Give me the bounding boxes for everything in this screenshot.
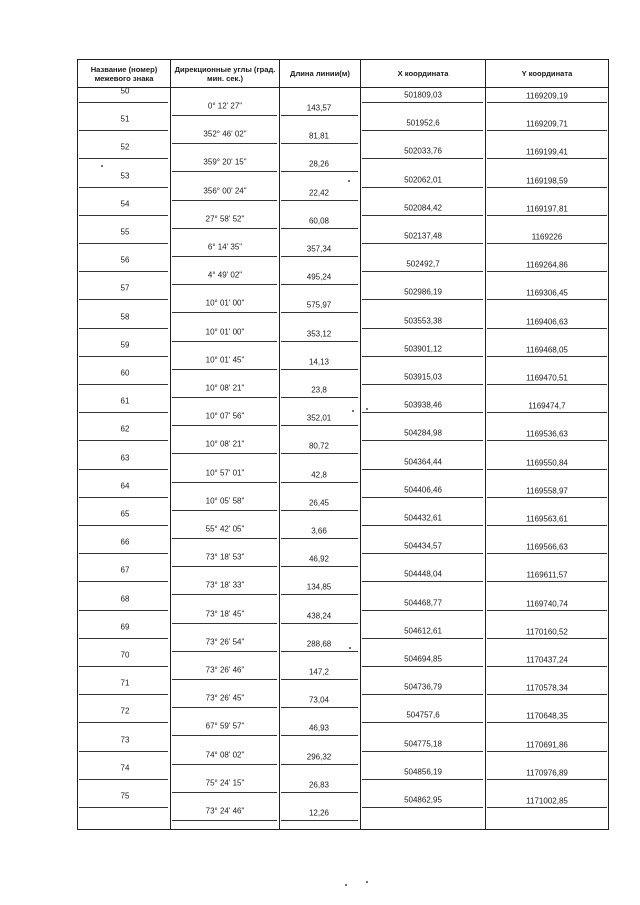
directional-angle: 359° 20' 15" — [203, 157, 247, 167]
directional-angle: 73° 18' 53" — [205, 552, 245, 562]
row-underline — [281, 143, 358, 144]
scan-speck — [349, 647, 351, 649]
row-underline — [79, 187, 168, 188]
boundary-point-number: 65 — [120, 509, 130, 519]
row-underline — [487, 666, 607, 667]
row-underline — [362, 440, 483, 441]
row-underline — [281, 115, 358, 116]
row-underline — [487, 581, 607, 582]
directional-angle: 10° 07' 56" — [205, 411, 245, 421]
y-coordinate: 1169566,63 — [526, 542, 568, 552]
row-underline — [487, 440, 607, 441]
line-length: 81,81 — [308, 131, 330, 141]
row-underline — [281, 369, 358, 370]
line-length: 147,2 — [308, 667, 330, 677]
row-underline — [172, 735, 277, 736]
row-underline — [281, 256, 358, 257]
row-underline — [281, 566, 358, 567]
boundary-point-number: 63 — [120, 453, 130, 463]
y-coordinate: 1170160,52 — [526, 627, 568, 637]
x-coordinate: 504612,61 — [404, 626, 442, 636]
row-underline — [79, 581, 168, 582]
column-divider — [485, 59, 486, 830]
x-coordinate: 504432,61 — [404, 513, 442, 523]
scan-speck — [366, 408, 368, 410]
x-coordinate: 504468,77 — [404, 598, 442, 608]
row-underline — [362, 130, 483, 131]
scan-speck — [345, 884, 347, 886]
x-coordinate: 501952,6 — [406, 118, 440, 128]
row-underline — [281, 482, 358, 483]
line-length: 14,13 — [308, 357, 330, 367]
boundary-point-number: 56 — [120, 255, 130, 265]
x-coordinate: 504406,46 — [404, 485, 442, 495]
x-coordinate: 503938,46 — [404, 400, 442, 410]
directional-angle: 55° 42' 05" — [205, 524, 245, 534]
line-length: 80,72 — [308, 441, 330, 451]
directional-angle: 67° 59' 57" — [205, 721, 245, 731]
directional-angle: 4° 49' 02" — [207, 270, 243, 280]
row-underline — [79, 243, 168, 244]
row-underline — [362, 751, 483, 752]
x-coordinate: 503915,03 — [404, 372, 442, 382]
x-coordinate: 502986,19 — [404, 287, 442, 297]
line-length: 26,45 — [308, 498, 330, 508]
row-underline — [281, 397, 358, 398]
row-underline — [281, 200, 358, 201]
row-underline — [281, 707, 358, 708]
row-underline — [362, 553, 483, 554]
row-underline — [79, 751, 168, 752]
line-length: 26,83 — [308, 780, 330, 790]
x-coordinate: 502033,76 — [404, 146, 442, 156]
x-coordinate: 504284,98 — [404, 428, 442, 438]
y-coordinate: 1169306,45 — [526, 288, 568, 298]
row-underline — [362, 722, 483, 723]
boundary-point-number: 55 — [120, 227, 130, 237]
line-length: 495,24 — [306, 272, 332, 282]
row-underline — [79, 356, 168, 357]
row-underline — [487, 638, 607, 639]
row-underline — [172, 510, 277, 511]
y-coordinate: 1169470,51 — [526, 373, 568, 383]
row-underline — [362, 497, 483, 498]
row-underline — [172, 566, 277, 567]
boundary-point-number: 74 — [120, 763, 130, 773]
x-coordinate: 503553,38 — [404, 316, 442, 326]
row-underline — [281, 594, 358, 595]
directional-angle: 73° 18' 45" — [205, 609, 245, 619]
scan-speck — [348, 180, 350, 182]
row-underline — [172, 256, 277, 257]
row-underline — [487, 497, 607, 498]
row-underline — [79, 610, 168, 611]
x-coordinate: 504736,79 — [404, 682, 442, 692]
boundary-point-number: 58 — [120, 312, 130, 322]
directional-angle: 10° 01' 45" — [205, 355, 245, 365]
row-underline — [362, 694, 483, 695]
y-coordinate: 1171002,85 — [526, 796, 568, 806]
scan-speck — [101, 165, 103, 167]
row-underline — [281, 679, 358, 680]
line-length: 143,57 — [306, 103, 332, 113]
row-underline — [79, 666, 168, 667]
row-underline — [172, 115, 277, 116]
row-underline — [79, 779, 168, 780]
row-underline — [281, 425, 358, 426]
row-underline — [487, 412, 607, 413]
row-underline — [79, 102, 168, 103]
row-underline — [172, 397, 277, 398]
row-underline — [172, 623, 277, 624]
row-underline — [79, 440, 168, 441]
row-underline — [362, 638, 483, 639]
directional-angle: 356° 00' 24" — [203, 186, 247, 196]
y-coordinate: 1170648,35 — [526, 711, 568, 721]
directional-angle: 73° 26' 46" — [205, 665, 245, 675]
row-underline — [362, 581, 483, 582]
line-length: 134,85 — [306, 582, 332, 592]
row-underline — [487, 271, 607, 272]
boundary-point-number: 61 — [120, 396, 130, 406]
y-coordinate: 1169264,86 — [526, 260, 568, 270]
row-underline — [281, 651, 358, 652]
header-y-column: Y координата — [521, 69, 573, 78]
x-coordinate: 504856,19 — [404, 767, 442, 777]
row-underline — [362, 102, 483, 103]
row-underline — [79, 722, 168, 723]
row-underline — [487, 356, 607, 357]
row-underline — [281, 510, 358, 511]
boundary-point-number: 75 — [120, 791, 130, 801]
row-underline — [362, 666, 483, 667]
row-underline — [362, 271, 483, 272]
directional-angle: 75° 24' 15" — [205, 778, 245, 788]
row-underline — [281, 538, 358, 539]
y-coordinate: 1169468,05 — [526, 345, 568, 355]
row-underline — [172, 341, 277, 342]
line-length: 353,12 — [306, 329, 332, 339]
y-coordinate: 1169550,84 — [526, 458, 568, 468]
row-underline — [172, 764, 277, 765]
row-underline — [281, 764, 358, 765]
boundary-point-number: 51 — [120, 114, 130, 124]
directional-angle: 10° 57' 01" — [205, 468, 245, 478]
row-underline — [281, 453, 358, 454]
row-underline — [362, 525, 483, 526]
line-length: 46,93 — [308, 723, 330, 733]
directional-angle: 27° 58' 52" — [205, 214, 245, 224]
line-length: 23,8 — [311, 385, 327, 395]
row-underline — [172, 171, 277, 172]
x-coordinate: 503901,12 — [404, 344, 442, 354]
y-coordinate: 1169209,19 — [526, 91, 568, 101]
row-underline — [172, 425, 277, 426]
x-coordinate: 504364,44 — [404, 457, 442, 467]
boundary-point-number: 73 — [120, 735, 130, 745]
row-underline — [487, 328, 607, 329]
y-coordinate: 1169406,63 — [526, 317, 568, 327]
row-underline — [172, 228, 277, 229]
row-underline — [79, 807, 168, 808]
directional-angle: 6° 14' 35" — [207, 242, 243, 252]
boundary-point-number: 54 — [120, 199, 130, 209]
boundary-point-number: 71 — [120, 678, 130, 688]
row-underline — [79, 525, 168, 526]
y-coordinate: 1170437,24 — [526, 655, 568, 665]
header-divider — [77, 87, 609, 88]
directional-angle: 10° 08' 21" — [205, 383, 245, 393]
row-underline — [487, 722, 607, 723]
line-length: 42,8 — [311, 470, 327, 480]
row-underline — [362, 158, 483, 159]
row-underline — [79, 469, 168, 470]
row-underline — [487, 610, 607, 611]
row-underline — [362, 243, 483, 244]
directional-angle: 73° 26' 45" — [205, 693, 245, 703]
row-underline — [79, 384, 168, 385]
line-length: 3,66 — [311, 526, 327, 536]
row-underline — [362, 187, 483, 188]
boundary-point-number: 72 — [120, 706, 130, 716]
row-underline — [281, 312, 358, 313]
y-coordinate: 1169198,59 — [526, 176, 568, 186]
row-underline — [362, 807, 483, 808]
row-underline — [79, 328, 168, 329]
directional-angle: 73° 24' 46" — [205, 806, 245, 816]
boundary-point-number: 53 — [120, 171, 130, 181]
header-x-column: X координата — [397, 69, 449, 78]
directional-angle: 0° 12' 27" — [207, 101, 243, 111]
row-underline — [79, 130, 168, 131]
y-coordinate: 1170691,86 — [526, 740, 568, 750]
line-length: 73,04 — [308, 695, 330, 705]
directional-angle: 73° 18' 33" — [205, 580, 245, 590]
line-length: 60,08 — [308, 216, 330, 226]
row-underline — [172, 453, 277, 454]
boundary-point-number: 66 — [120, 537, 130, 547]
x-coordinate: 502492,7 — [406, 259, 440, 269]
boundary-point-number: 62 — [120, 424, 130, 434]
x-coordinate: 504775,18 — [404, 739, 442, 749]
row-underline — [172, 707, 277, 708]
row-underline — [362, 384, 483, 385]
row-underline — [362, 328, 483, 329]
row-underline — [487, 215, 607, 216]
row-underline — [362, 469, 483, 470]
boundary-point-number: 69 — [120, 622, 130, 632]
line-length: 352,01 — [306, 413, 332, 423]
row-underline — [487, 553, 607, 554]
y-coordinate: 1169199,41 — [526, 147, 568, 157]
boundary-point-number: 50 — [120, 86, 130, 96]
directional-angle: 10° 05' 58" — [205, 496, 245, 506]
row-underline — [487, 299, 607, 300]
y-coordinate: 1169563,61 — [526, 514, 568, 524]
row-underline — [487, 751, 607, 752]
y-coordinate: 1170578,34 — [526, 683, 568, 693]
y-coordinate: 1170976,89 — [526, 768, 568, 778]
x-coordinate: 502062,01 — [404, 175, 442, 185]
boundary-point-number: 67 — [120, 565, 130, 575]
row-underline — [172, 369, 277, 370]
line-length: 296,32 — [306, 752, 332, 762]
row-underline — [79, 158, 168, 159]
column-divider — [360, 59, 361, 830]
line-length: 22,42 — [308, 188, 330, 198]
boundary-point-number: 59 — [120, 340, 130, 350]
row-underline — [79, 694, 168, 695]
x-coordinate: 504862,95 — [404, 795, 442, 805]
row-underline — [487, 158, 607, 159]
y-coordinate: 1169197,81 — [526, 204, 568, 214]
y-coordinate: 1169611,57 — [526, 570, 568, 580]
boundary-point-number: 70 — [120, 650, 130, 660]
line-length: 438,24 — [306, 611, 332, 621]
line-length: 575,97 — [306, 300, 332, 310]
column-divider — [279, 59, 280, 830]
row-underline — [172, 143, 277, 144]
row-underline — [79, 215, 168, 216]
row-underline — [362, 779, 483, 780]
line-length: 288,68 — [306, 639, 332, 649]
boundary-point-number: 64 — [120, 481, 130, 491]
row-underline — [487, 525, 607, 526]
row-underline — [487, 130, 607, 131]
y-coordinate: 1169558,97 — [526, 486, 568, 496]
row-underline — [487, 243, 607, 244]
header-length-column: Длина линии(м) — [290, 69, 350, 78]
row-underline — [172, 679, 277, 680]
row-underline — [79, 299, 168, 300]
row-underline — [172, 538, 277, 539]
row-underline — [172, 594, 277, 595]
row-underline — [79, 271, 168, 272]
header-angle-column: Дирекционные углы (град. мин. сек.) — [174, 64, 276, 83]
row-underline — [172, 820, 277, 821]
row-underline — [281, 171, 358, 172]
header-name-column: Название (номер) межевого знака — [90, 64, 158, 83]
scan-speck — [366, 881, 368, 883]
row-underline — [487, 807, 607, 808]
line-length: 357,34 — [306, 244, 332, 254]
row-underline — [172, 312, 277, 313]
x-coordinate: 501809,03 — [404, 90, 442, 100]
row-underline — [487, 187, 607, 188]
row-underline — [79, 497, 168, 498]
row-underline — [281, 284, 358, 285]
line-length: 46,92 — [308, 554, 330, 564]
row-underline — [487, 694, 607, 695]
row-underline — [362, 215, 483, 216]
x-coordinate: 504434,57 — [404, 541, 442, 551]
row-underline — [79, 553, 168, 554]
directional-angle: 73° 26' 54" — [205, 637, 245, 647]
row-underline — [487, 102, 607, 103]
row-underline — [172, 792, 277, 793]
row-underline — [281, 820, 358, 821]
y-coordinate: 1169536,63 — [526, 429, 568, 439]
boundary-point-number: 60 — [120, 368, 130, 378]
y-coordinate: 1169226 — [531, 232, 563, 242]
row-underline — [487, 469, 607, 470]
scan-speck — [352, 410, 354, 412]
y-coordinate: 1169209,71 — [526, 119, 568, 129]
line-length: 28,26 — [308, 159, 330, 169]
column-divider — [170, 59, 171, 830]
boundary-point-number: 52 — [120, 142, 130, 152]
row-underline — [172, 200, 277, 201]
x-coordinate: 502084,42 — [404, 203, 442, 213]
row-underline — [281, 735, 358, 736]
directional-angle: 10° 01' 00" — [205, 327, 245, 337]
row-underline — [281, 792, 358, 793]
x-coordinate: 502137,48 — [404, 231, 442, 241]
y-coordinate: 1169740,74 — [526, 599, 568, 609]
row-underline — [172, 284, 277, 285]
boundary-point-number: 68 — [120, 594, 130, 604]
row-underline — [487, 384, 607, 385]
row-underline — [362, 356, 483, 357]
x-coordinate: 504694,85 — [404, 654, 442, 664]
row-underline — [362, 610, 483, 611]
row-underline — [172, 482, 277, 483]
x-coordinate: 504757,6 — [406, 710, 440, 720]
directional-angle: 352° 46' 02" — [203, 129, 247, 139]
directional-angle: 10° 01' 00" — [205, 298, 245, 308]
y-coordinate: 1169474,7 — [528, 401, 566, 411]
row-underline — [362, 412, 483, 413]
x-coordinate: 504448,04 — [404, 569, 442, 579]
boundary-point-number: 57 — [120, 283, 130, 293]
row-underline — [79, 412, 168, 413]
row-underline — [281, 228, 358, 229]
row-underline — [487, 779, 607, 780]
directional-angle: 10° 08' 21" — [205, 439, 245, 449]
row-underline — [172, 651, 277, 652]
row-underline — [362, 299, 483, 300]
line-length: 12,26 — [308, 808, 330, 818]
row-underline — [281, 341, 358, 342]
row-underline — [281, 623, 358, 624]
directional-angle: 74° 08' 02" — [205, 750, 245, 760]
row-underline — [79, 638, 168, 639]
